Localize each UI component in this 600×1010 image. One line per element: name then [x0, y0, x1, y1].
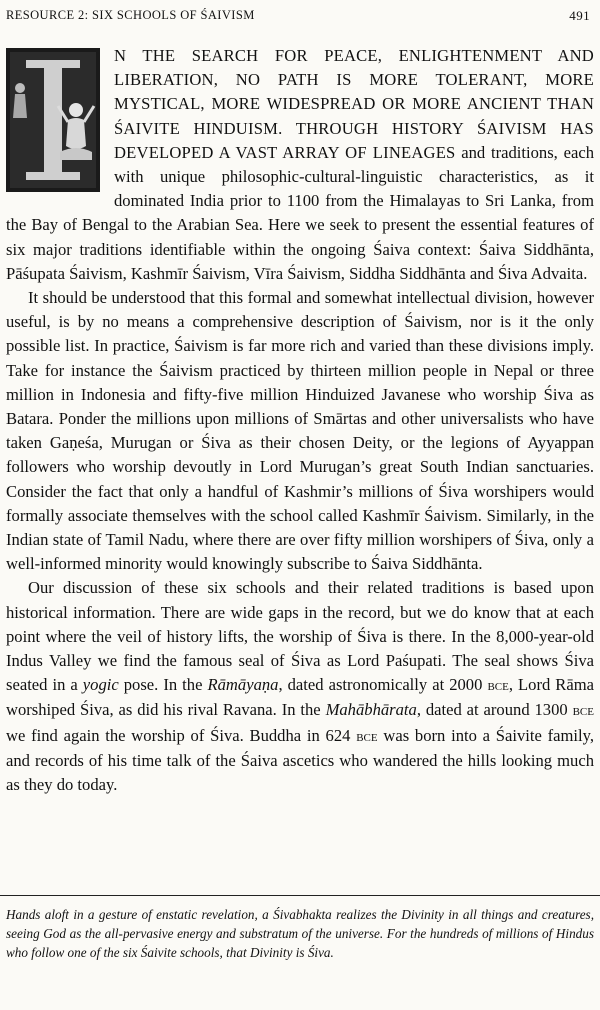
paragraph-2: It should be understood that this formal and somewhat intellectual division, however useful, is by no means a comprehensive description of Śaivism, nor is it the only possible list. In practice, Śaivism is far more rich and varied than these divisions imply. Take for instance the Śaivism practiced by thirteen million people in Nepal or three million in Indonesia and fifty-five million Hinduized Javanese who worship Śiva as Batara. Ponder the millions upon millions of Smārtas and other universalists who have taken Gaṇeśa, Murugan or Śiva as their chosen Deity, or the legions of Ayyappan followers who worship devoutly in Lord Murugan’s great South Indian sanctuaries. Consider the fact that only a handful of Kashmir’s millions of Śiva worshipers would formally associate themselves with the school called Kashmīr Śaivism. Similarly, in the Indian state of Tamil Nadu, where there are over fifty million worshipers of Śiva, only a well-informed minority would knowingly subscribe to Śaiva Siddhānta.: [6, 288, 594, 574]
paragraph-3-text: , Lord Rāma worshiped Śiva, as did his rival Ravana. In the: [6, 675, 594, 720]
paragraph-3-text: Our discussion of these six schools and their related traditions is based upon historical information. There are wide gaps in the record, but we do know that at each point where the veil of history lifts, the worship of Śiva is there. In the 8,000-year-old Indus Valley we find the famous seal of Śiva as Lord Paśupati. The seal shows Śiva seated in a: [6, 578, 594, 695]
paragraph-3: [6, 576, 594, 797]
figure-caption: Hands aloft in a gesture of enstatic revelation, a Śivabhakta realizes the Divinity in all things and creatures, seeing God as the all-pervasive energy and substratum of the universe. For the hundreds of millions of Hindus who follow one of the six Śaivite schools, that Divinity is Śiva.: [6, 907, 594, 960]
page-number: 491: [569, 8, 590, 23]
section-title: RESOURCE 2: SIX SCHOOLS OF ŚAIVISM: [6, 8, 255, 22]
caption-divider: [0, 895, 600, 896]
paragraph-3-text: pose. In the: [118, 675, 208, 695]
era-abbrev: bce: [356, 728, 378, 745]
running-head: [6, 6, 590, 26]
opening-caps: N THE SEARCH FOR PEACE, ENLIGHTENMENT AND LIBERATION, NO PATH IS MORE TOLERANT, MORE MYSTICAL, MORE WIDESPREAD OR MORE ANCIENT THAN ŚAIVITE HINDUISM. THROUGH HISTORY ŚAIVISM HAS DEVELOPED A VAST ARRAY OF LINEAGES: [114, 46, 594, 162]
italic-ramayana: Rāmāyaṇa: [207, 675, 279, 695]
paragraph-3-text: we find again the worship of Śiva. Buddha in 624: [6, 725, 357, 745]
paragraph-3-text: was born into a Śaivite family, and records of his time talk of the Śaiva ascetics who wandered the hills looking much as they do today.: [6, 725, 594, 795]
body-text: [6, 44, 594, 797]
italic-mahabharata: Mahābhārata: [325, 700, 417, 720]
era-abbrev: bce: [572, 703, 594, 720]
paragraph-3-text: , dated astronomically at 2000: [278, 675, 488, 695]
illustrated-drop-cap: [6, 48, 100, 192]
era-abbrev: bce: [487, 678, 509, 695]
paragraph-1-rest: and traditions, each with unique philosophic-cultural-linguistic characteristics, as it dominated India prior to 1100 from the Himalayas to Sri Lanka, from the Bay of Bengal to the Arabian Sea. Here we seek to present the essential features of six major traditions identifiable within the ongoing Śaiva context: Śaiva Siddhānta, Pāśupata Śaivism, Kashmīr Śaivism, Vīra Śaivism, Siddha Siddhānta and Śiva Advaita.: [6, 142, 594, 283]
paragraph-3-text: , dated at around 1300: [416, 700, 573, 720]
drop-cap-illustration-icon: [6, 48, 100, 192]
italic-yogic: yogic: [82, 675, 119, 695]
